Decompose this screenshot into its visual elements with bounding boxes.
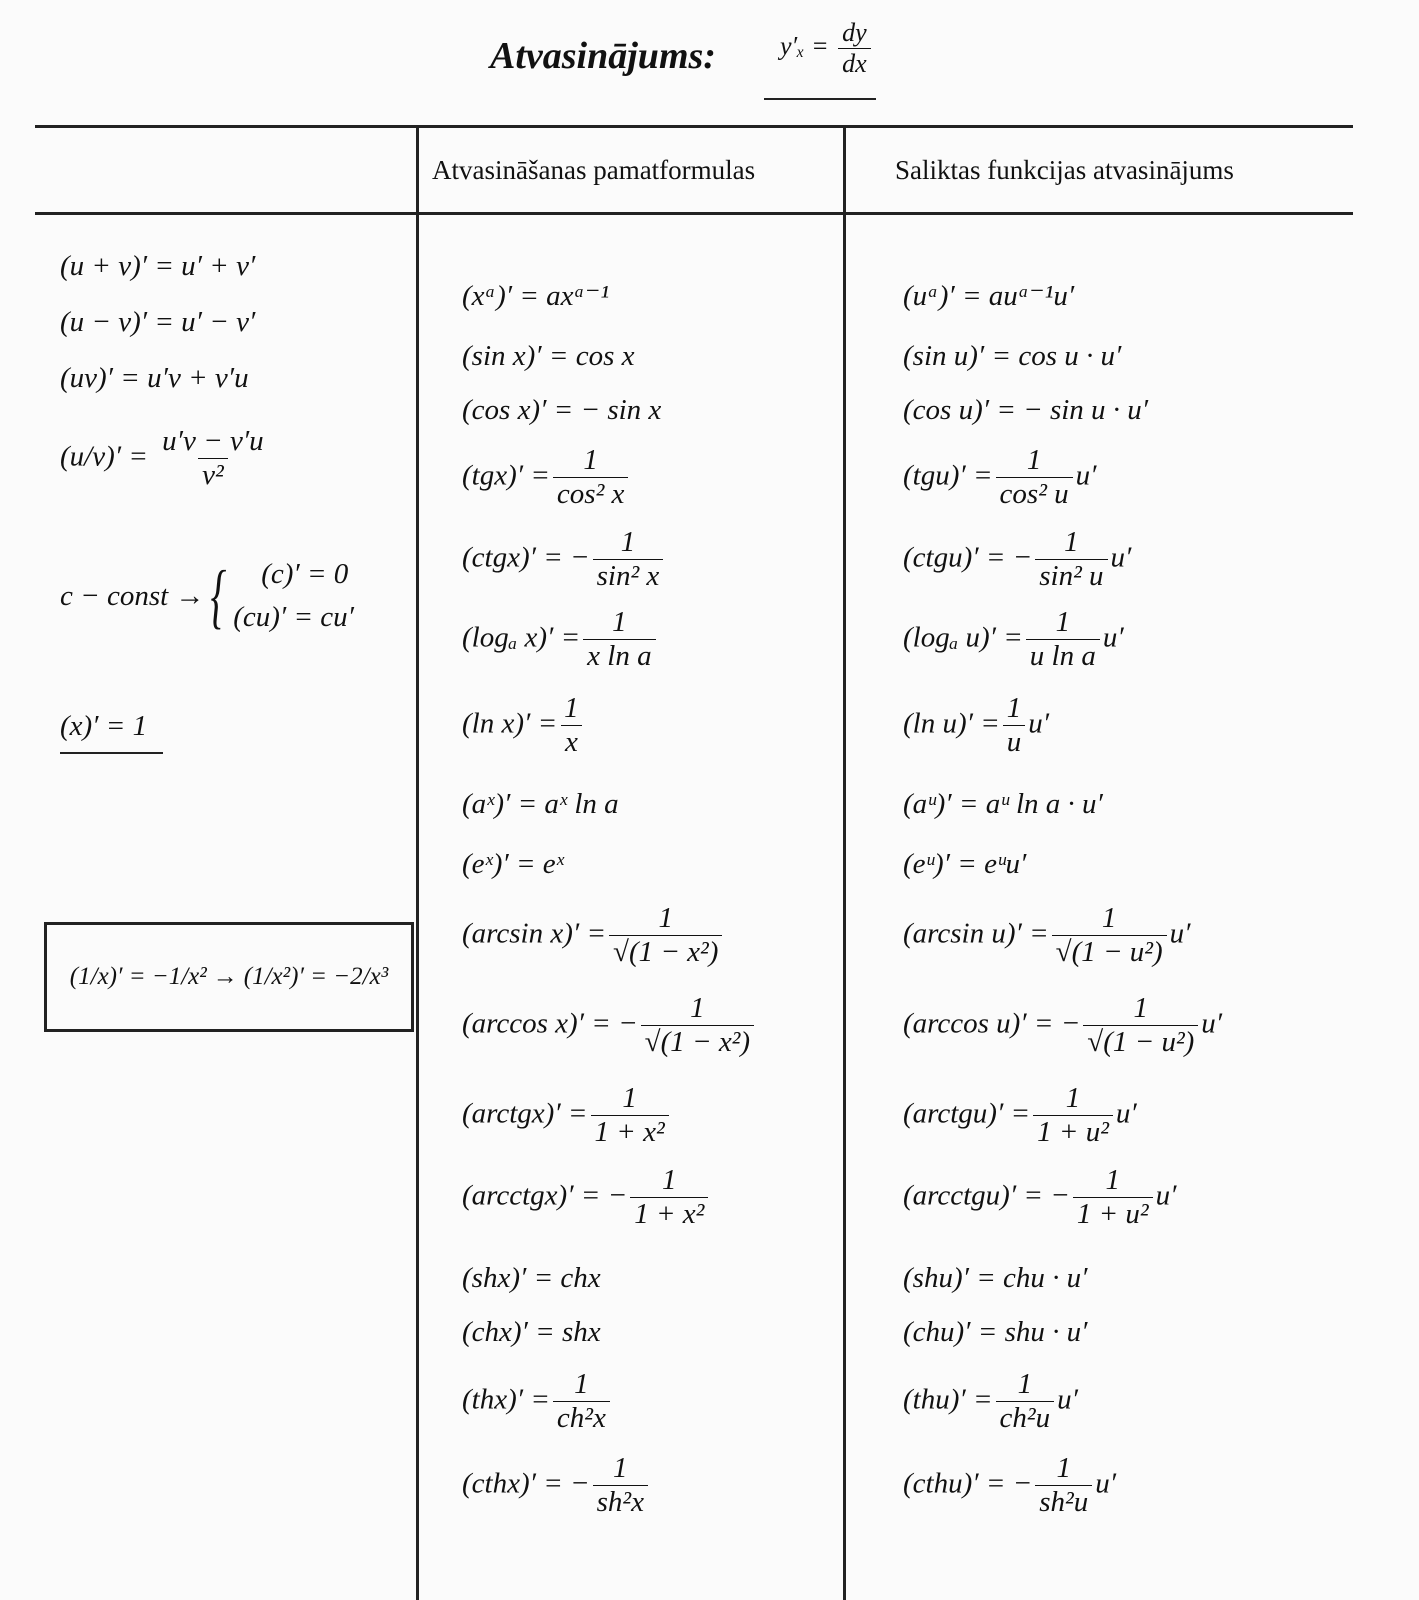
composite-formula-lhs: (chu)′ = <box>903 1316 998 1348</box>
composite-formula-1 <box>903 342 1121 371</box>
derivative-definition <box>780 18 874 79</box>
composite-formula-den: u ln a <box>1026 639 1100 673</box>
basic-formula-num: 1 <box>612 606 627 638</box>
basic-formula-lhs: (ctgx)′ = − <box>462 541 590 574</box>
basic-formula-7 <box>462 790 619 819</box>
basic-formula-0 <box>462 282 609 311</box>
basic-formula-fraction <box>630 1164 708 1232</box>
composite-formula-lhs: (uᵃ)′ = <box>903 280 982 312</box>
basic-formula-rhs: chx <box>553 1262 601 1294</box>
basic-formula-lhs: (tgx)′ = <box>462 459 550 492</box>
rule-constant-cases <box>233 560 354 632</box>
composite-formula-num: 1 <box>1026 444 1042 476</box>
basic-formula-den: sh²x <box>593 1485 648 1519</box>
rule-quotient-fraction <box>158 425 268 493</box>
composite-formula-num: 1 <box>1064 526 1079 558</box>
composite-formula-rhs: shu · u′ <box>997 1316 1088 1348</box>
basic-formula-fraction <box>609 902 722 970</box>
basic-formula-lhs: (chx)′ = <box>462 1316 555 1348</box>
basic-formula-den: 1 + x² <box>591 1115 669 1149</box>
composite-formula-tail: u′ <box>1155 1179 1177 1212</box>
composite-formula-5 <box>903 606 1124 674</box>
basic-formula-2 <box>462 396 661 425</box>
rule-constant <box>60 556 355 636</box>
column-divider-1 <box>416 125 419 1600</box>
composite-formula-rhs: cos u · u′ <box>1011 340 1122 372</box>
basic-formula-num: 1 <box>620 526 636 558</box>
definition-fraction <box>838 18 871 79</box>
composite-formula-num: 1 <box>1133 992 1149 1024</box>
basic-formula-rhs: cos x <box>568 340 635 372</box>
basic-formula-5 <box>462 606 659 674</box>
composite-formula-num: 1 <box>1006 692 1022 724</box>
basic-formula-3 <box>462 444 631 512</box>
composite-formula-fraction <box>1003 692 1026 760</box>
basic-formula-den: ch²x <box>553 1401 610 1435</box>
basic-formula-fraction <box>591 1082 669 1150</box>
basic-formula-lhs: (sin x)′ = <box>462 340 569 372</box>
composite-formula-lhs: (eᵘ)′ = <box>903 848 977 880</box>
basic-formula-11 <box>462 1082 672 1150</box>
rule-sum: (u + v)′ = u′ + v′ <box>60 250 256 282</box>
basic-formula-lhs: (logₐ x)′ = <box>462 621 581 654</box>
basic-formula-lhs: (arccos x)′ = − <box>462 1007 638 1040</box>
composite-formula-den: √(1 − u²) <box>1083 1025 1198 1059</box>
basic-formula-lhs: (eˣ)′ = <box>462 848 536 880</box>
composite-formula-13 <box>903 1264 1087 1293</box>
basic-formula-1 <box>462 342 634 371</box>
composite-formula-lhs: (arcctgu)′ = − <box>903 1179 1070 1212</box>
basic-formula-fraction <box>583 606 655 674</box>
basic-formula-rhs: shx <box>554 1316 601 1348</box>
composite-formula-den: u <box>1003 725 1026 759</box>
composite-formula-fraction <box>1035 1452 1092 1520</box>
definition-num: dy <box>842 18 867 47</box>
basic-formula-lhs: (ln x)′ = <box>462 707 558 740</box>
composite-formula-lhs: (cthu)′ = − <box>903 1467 1033 1500</box>
composite-formula-fraction <box>1052 902 1167 970</box>
arrow-right-icon: → <box>212 963 238 990</box>
rule-x: (x)′ = 1 <box>60 710 148 742</box>
composite-formula-den: cos² u <box>996 477 1073 511</box>
basic-formula-13 <box>462 1264 601 1293</box>
rule-quotient-num: u′v − v′u <box>162 425 264 457</box>
composite-formula-lhs: (cos u)′ = <box>903 394 1016 426</box>
basic-formula-6 <box>462 692 586 760</box>
basic-formula-num: 1 <box>613 1452 628 1484</box>
composite-formula-6 <box>903 692 1049 760</box>
basic-formula-fraction <box>553 1368 610 1436</box>
composite-formula-tail: u′ <box>1095 1467 1117 1500</box>
composite-formula-den: ch²u <box>996 1401 1055 1435</box>
composite-formula-num: 1 <box>1065 1082 1081 1114</box>
rule-quotient-lhs: (u/v)′ = <box>60 440 148 473</box>
basic-formula-9 <box>462 902 725 970</box>
composite-formula-tail: u′ <box>1057 1383 1078 1416</box>
composite-formula-tail: u′ <box>1169 917 1191 950</box>
composite-formula-tail: u′ <box>1102 621 1124 654</box>
composite-formula-num: 1 <box>1055 606 1071 638</box>
composite-formula-rhs: aᵘ ln a · u′ <box>978 788 1103 820</box>
composite-formula-fraction <box>1033 1082 1113 1150</box>
composite-formula-den: √(1 − u²) <box>1052 935 1167 969</box>
basic-formula-fraction <box>553 444 628 512</box>
rule-difference: (u − v)′ = u′ − v′ <box>60 306 256 338</box>
basic-formula-num: 1 <box>690 992 705 1024</box>
basic-formula-rhs: aˣ ln a <box>537 788 619 820</box>
basic-formula-10 <box>462 992 757 1060</box>
rule-x-underline <box>60 752 163 754</box>
basic-formula-den: sin² x <box>593 559 664 593</box>
composite-formula-lhs: (ln u)′ = <box>903 707 1000 740</box>
basic-formula-fraction <box>593 526 664 594</box>
basic-formula-den: √(1 − x²) <box>609 935 722 969</box>
rule-quotient <box>60 425 271 493</box>
composite-formula-12 <box>903 1164 1176 1232</box>
basic-formula-15 <box>462 1368 613 1436</box>
composite-formula-10 <box>903 992 1222 1060</box>
composite-formula-9 <box>903 902 1191 970</box>
basic-formula-num: 1 <box>583 444 598 476</box>
basic-formula-rhs: − sin x <box>573 394 662 426</box>
rule-constant-a: (c)′ = 0 <box>261 558 349 590</box>
basic-formula-lhs: (xᵃ)′ = <box>462 280 539 312</box>
basic-formula-4 <box>462 526 666 594</box>
composite-formula-15 <box>903 1368 1078 1436</box>
header-composite-functions: Saliktas funkcijas atvasinājums <box>895 155 1234 185</box>
composite-formula-lhs: (logₐ u)′ = <box>903 621 1023 654</box>
composite-formula-rhs: auᵃ⁻¹u′ <box>981 280 1075 312</box>
composite-formula-8 <box>903 850 1026 879</box>
composite-formula-num: 1 <box>1101 902 1117 934</box>
basic-formula-16 <box>462 1452 651 1520</box>
basic-formula-lhs: (cos x)′ = <box>462 394 574 426</box>
header-basic-formulas: Atvasināšanas pamatformulas <box>432 155 756 185</box>
composite-formula-lhs: (arcsin u)′ = <box>903 917 1049 950</box>
basic-formula-lhs: (arcsin x)′ = <box>462 917 607 950</box>
boxed-formula <box>44 922 414 1032</box>
definition-den: dx <box>838 48 871 79</box>
definition-lhs: y′ₓ = <box>780 31 829 61</box>
basic-formula-12 <box>462 1164 711 1232</box>
basic-formula-14 <box>462 1318 601 1347</box>
composite-formula-tail: u′ <box>1075 459 1097 492</box>
composite-formula-fraction <box>1073 1164 1153 1232</box>
basic-formula-fraction <box>641 992 754 1060</box>
composite-formula-fraction <box>996 444 1073 512</box>
column-divider-2 <box>843 125 846 1600</box>
basic-formula-den: cos² x <box>553 477 628 511</box>
basic-formula-lhs: (cthx)′ = − <box>462 1467 590 1500</box>
composite-formula-2 <box>903 396 1148 425</box>
composite-formula-den: sin² u <box>1035 559 1107 593</box>
basic-formula-lhs: (arcctgx)′ = − <box>462 1179 628 1212</box>
basic-formula-num: 1 <box>574 1368 589 1400</box>
basic-formula-rhs: axᵃ⁻¹ <box>538 280 610 312</box>
basic-formula-den: 1 + x² <box>630 1197 708 1231</box>
composite-formula-den: 1 + u² <box>1073 1197 1153 1231</box>
rule-quotient-den: v² <box>198 458 228 492</box>
basic-formula-rhs: eˣ <box>535 848 564 880</box>
basic-formula-num: 1 <box>662 1164 677 1196</box>
table-top-rule <box>35 125 1353 128</box>
composite-formula-14 <box>903 1318 1088 1347</box>
basic-formula-lhs: (thx)′ = <box>462 1383 550 1416</box>
composite-formula-rhs: chu · u′ <box>995 1262 1088 1294</box>
composite-formula-rhs: − sin u · u′ <box>1015 394 1149 426</box>
composite-formula-lhs: (sin u)′ = <box>903 340 1012 372</box>
composite-formula-fraction <box>996 1368 1055 1436</box>
header-bottom-rule <box>35 212 1353 215</box>
basic-formula-lhs: (aˣ)′ = <box>462 788 538 820</box>
composite-formula-num: 1 <box>1105 1164 1120 1196</box>
title-underline <box>764 98 876 100</box>
composite-formula-num: 1 <box>1017 1368 1033 1400</box>
composite-formula-rhs: eᵘu′ <box>976 848 1027 880</box>
composite-formula-fraction <box>1026 606 1100 674</box>
composite-formula-11 <box>903 1082 1137 1150</box>
composite-formula-lhs: (tgu)′ = <box>903 459 993 492</box>
composite-formula-0 <box>903 282 1074 311</box>
basic-formula-num: 1 <box>658 902 673 934</box>
composite-formula-tail: u′ <box>1110 541 1132 574</box>
composite-formula-lhs: (aᵘ)′ = <box>903 788 979 820</box>
composite-formula-den: 1 + u² <box>1033 1115 1113 1149</box>
composite-formula-tail: u′ <box>1115 1097 1137 1130</box>
composite-formula-fraction <box>1035 526 1107 594</box>
rule-constant-lead: c − const → <box>60 579 205 612</box>
composite-formula-7 <box>903 790 1103 819</box>
composite-formula-4 <box>903 526 1131 594</box>
boxed-formula-b: (1/x²)′ = −2/x³ <box>243 963 389 990</box>
composite-formula-den: sh²u <box>1035 1485 1092 1519</box>
composite-formula-lhs: (ctgu)′ = − <box>903 541 1033 574</box>
basic-formula-8 <box>462 850 564 879</box>
composite-formula-lhs: (arctgu)′ = <box>903 1097 1031 1130</box>
composite-formula-3 <box>903 444 1097 512</box>
composite-formula-tail: u′ <box>1201 1007 1223 1040</box>
basic-formula-den: x <box>561 725 582 759</box>
basic-formula-lhs: (shx)′ = <box>462 1262 554 1294</box>
composite-formula-tail: u′ <box>1028 707 1050 740</box>
basic-formula-lhs: (arctgx)′ = <box>462 1097 588 1130</box>
page-title: Atvasinājums: <box>490 35 716 77</box>
basic-formula-den: x ln a <box>583 639 655 673</box>
basic-formula-num: 1 <box>622 1082 637 1114</box>
composite-formula-lhs: (arccos u)′ = − <box>903 1007 1081 1040</box>
composite-formula-fraction <box>1083 992 1198 1060</box>
rule-constant-b: (cu)′ = cu′ <box>233 601 355 633</box>
basic-formula-num: 1 <box>564 692 579 724</box>
left-brace-icon: { <box>210 556 227 636</box>
composite-formula-num: 1 <box>1056 1452 1071 1484</box>
composite-formula-lhs: (shu)′ = <box>903 1262 996 1294</box>
basic-formula-fraction <box>593 1452 648 1520</box>
composite-formula-16 <box>903 1452 1116 1520</box>
basic-formula-fraction <box>560 692 583 760</box>
basic-formula-den: √(1 − x²) <box>641 1025 754 1059</box>
composite-formula-lhs: (thu)′ = <box>903 1383 993 1416</box>
boxed-formula-a: (1/x)′ = −1/x² <box>69 963 207 990</box>
rule-product: (uv)′ = u′v + v′u <box>60 362 249 394</box>
